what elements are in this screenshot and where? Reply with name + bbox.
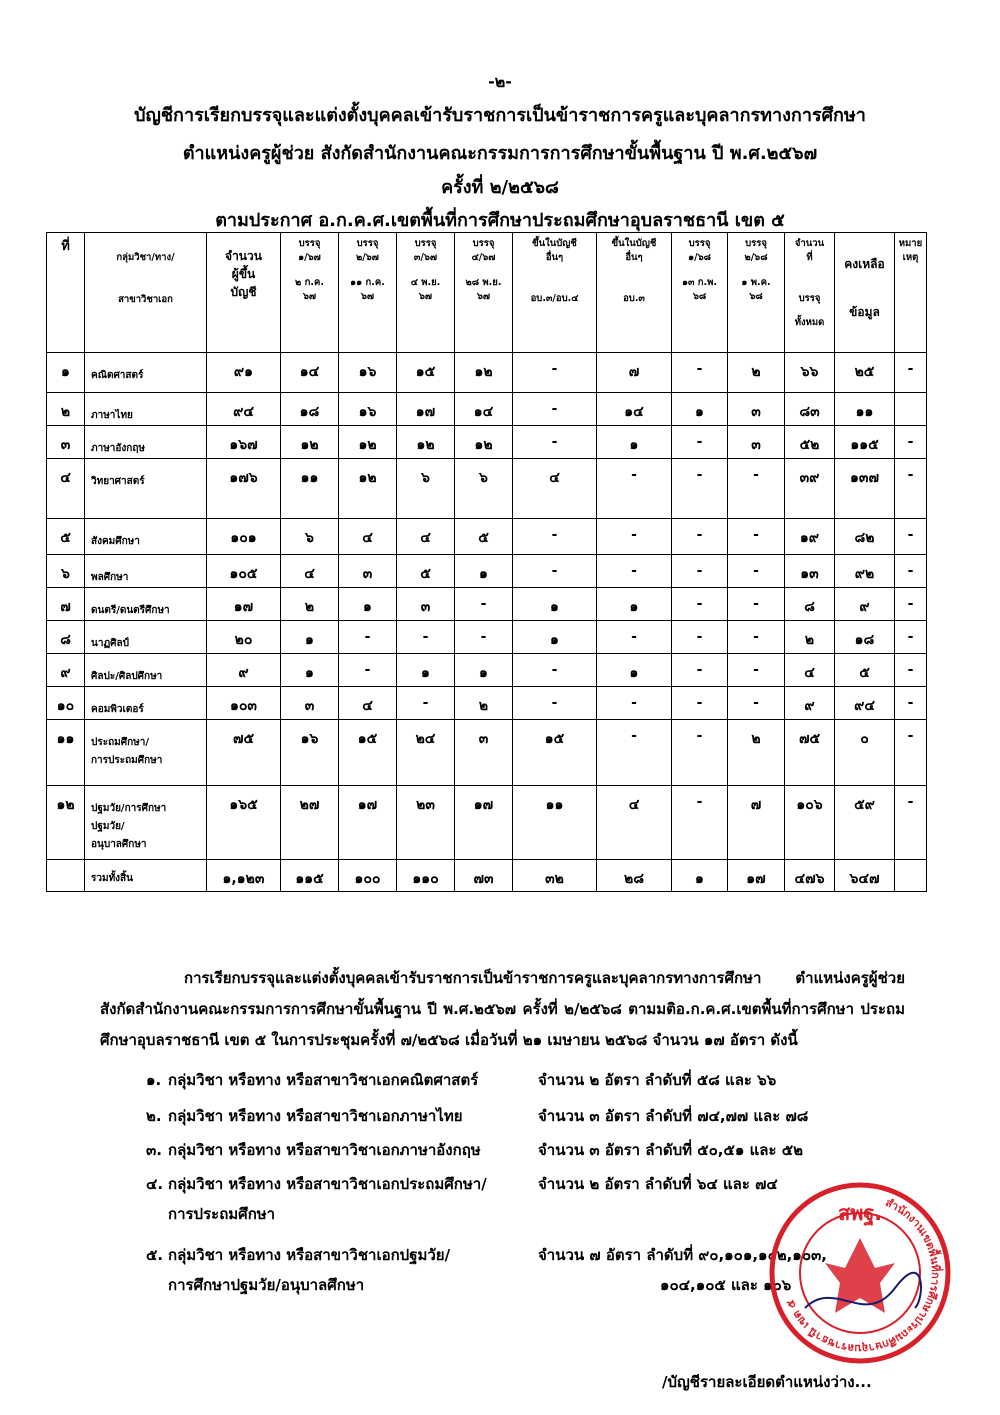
row-subject [85, 459, 207, 519]
table-row [47, 555, 927, 588]
row-placed-4-67: - [455, 621, 513, 654]
row-subject [85, 687, 207, 720]
header-placed-2-68: บรรจุ ๒/๖๘ ๑ พ.ค. ๖๘ [728, 233, 785, 353]
header-total: จำนวน ผู้ขึ้น บัญชี [207, 233, 281, 353]
row-placed-2-67: ๑๖ [339, 393, 397, 426]
row-placed-total: ๓๙ [785, 459, 835, 519]
table-row [47, 393, 927, 426]
table-row [47, 426, 927, 459]
row-subject [85, 426, 207, 459]
row-total: ๙๑ [207, 353, 281, 393]
header-placed-3-67: บรรจุ ๓/๖๗ ๔ พ.ย. ๖๗ [397, 233, 455, 353]
row-other-list-1: ๑๑ [513, 786, 597, 860]
subject-line: ภาษาอังกฤษ [91, 443, 146, 454]
item-number: ๓. [146, 1141, 162, 1159]
row-placed-4-67: ๓ [455, 720, 513, 786]
subject-line: วิทยาศาสตร์ [91, 476, 145, 487]
row-placed-3-67: ๑๗ [397, 393, 455, 426]
header-other-list-2: ขึ้นในบัญชี อื่นๆ อบ.๓ [597, 233, 672, 353]
row-placed-2-68: - [728, 654, 785, 687]
row-other-list-2: - [597, 621, 672, 654]
row-total: ๑๗ [207, 588, 281, 621]
summary-paragraph: การเรียกบรรจุและแต่งตั้งบุคคลเข้ารับราชการเป็นข้าราชการครูและบุคลากรทางการศึกษา ตำแหน่งครูผู้ช่วย สังกัดสำนักงานคณะกรรมการการศึกษาขั้นพื้นฐาน ปี พ.ศ.๒๕๖๗ ครั้งที่ ๒/๒๕๖๘ ตามมติอ.ก.ค.ศ.เขตพื้นที่การศึกษา ประถมศึกษาอุบลราชธานี เขต ๕ ในการประชุมครั้งที่ ๗/๒๕๖๘ เมื่อวันที่ ๒๑ เมษายน ๒๕๖๘ จำนวน ๑๗ อัตรา ดังนี้ [100, 969, 905, 1049]
row-placed-1-67: ๔ [281, 555, 339, 588]
row-placed-2-68: ๓ [728, 426, 785, 459]
row-placed-1-68: - [672, 621, 728, 654]
total-remain: ๖๔๗ [835, 860, 895, 892]
row-remark [895, 393, 927, 426]
subject-line: สังคมศึกษา [91, 536, 140, 547]
item-number: ๒. [146, 1107, 162, 1125]
item-subject-continued: การประถมศึกษา [168, 1205, 276, 1223]
row-placed-total: ๕๒ [785, 426, 835, 459]
row-placed-2-68: - [728, 519, 785, 555]
row-placed-1-67: ๑๘ [281, 393, 339, 426]
subject-line: การประถมศึกษา [91, 755, 163, 766]
header-placed-1-67: บรรจุ ๑/๖๗ ๒ ก.ค. ๖๗ [281, 233, 339, 353]
row-placed-1-67: ๑๖ [281, 720, 339, 786]
subject-line: ประถมศึกษา/ [91, 737, 149, 748]
table-row [47, 353, 927, 393]
row-remaining: ๑๘ [835, 621, 895, 654]
row-other-list-2: ๗ [597, 353, 672, 393]
row-total: ๑๗๖ [207, 459, 281, 519]
row-remark: - [895, 786, 927, 860]
row-placed-1-68: - [672, 459, 728, 519]
row-other-list-1: ๑ [513, 588, 597, 621]
row-subject [85, 654, 207, 687]
total-v3: ๑๑๐ [397, 860, 455, 892]
row-placed-1-68: - [672, 353, 728, 393]
row-other-list-1: - [513, 393, 597, 426]
row-other-list-2: - [597, 555, 672, 588]
row-total: ๑๐๓ [207, 687, 281, 720]
total-v1: ๑๑๕ [281, 860, 339, 892]
row-placed-2-67: - [339, 654, 397, 687]
seal-title: สพฐ. [837, 1201, 883, 1225]
row-other-list-1: - [513, 555, 597, 588]
garuda-emblem-icon [825, 1238, 895, 1313]
item-number: ๕. [146, 1246, 164, 1264]
row-placed-2-67: ๑๕ [339, 720, 397, 786]
row-number: ๙ [47, 654, 85, 687]
row-subject [85, 353, 207, 393]
subject-line: ศิลปะ/ศิลปศึกษา [91, 671, 163, 682]
row-number: ๑๐ [47, 687, 85, 720]
row-placed-1-68: - [672, 786, 728, 860]
row-number: ๘ [47, 621, 85, 654]
row-placed-3-67: ๑ [397, 654, 455, 687]
row-placed-total: ๑๓ [785, 555, 835, 588]
row-remark: - [895, 426, 927, 459]
row-other-list-1: - [513, 519, 597, 555]
row-placed-4-67: ๑ [455, 654, 513, 687]
total-placed: ๔๗๖ [785, 860, 835, 892]
row-placed-1-67: ๑๒ [281, 426, 339, 459]
title-line-4: ตามประกาศ อ.ก.ค.ศ.เขตพื้นที่การศึกษาประถมศึกษาอุบลราชธานี เขต ๕ [215, 210, 785, 231]
total-row [47, 860, 927, 892]
row-subject [85, 786, 207, 860]
row-remaining: ๙๔ [835, 687, 895, 720]
title-line-1: บัญชีการเรียกบรรจุและแต่งตั้งบุคคลเข้ารับราชการเป็นข้าราชการครูและบุคลากรทางการศึกษา [134, 105, 866, 126]
row-placed-total: ๑๙ [785, 519, 835, 555]
table-row [47, 786, 927, 860]
row-number: ๗ [47, 588, 85, 621]
row-total: ๑๐๕ [207, 555, 281, 588]
total-v6: ๒๘ [597, 860, 672, 892]
row-total: ๗๕ [207, 720, 281, 786]
row-total: ๙ [207, 654, 281, 687]
row-placed-3-67: ๓ [397, 588, 455, 621]
header-placed-total: จำนวน ที่ บรรจุ ทั้งหมด [785, 233, 835, 353]
row-remaining: ๕ [835, 654, 895, 687]
row-placed-total: ๙ [785, 687, 835, 720]
row-placed-4-67: ๑๗ [455, 786, 513, 860]
row-subject [85, 588, 207, 621]
row-other-list-2: - [597, 687, 672, 720]
row-placed-3-67: ๑๒ [397, 426, 455, 459]
row-placed-1-68: - [672, 720, 728, 786]
row-remark: - [895, 687, 927, 720]
row-other-list-1: ๑๕ [513, 720, 597, 786]
title-line-2: ตำแหน่งครูผู้ช่วย สังกัดสำนักงานคณะกรรมการการศึกษาขั้นพื้นฐาน ปี พ.ศ.๒๕๖๗ [182, 143, 818, 164]
row-placed-4-67: ๕ [455, 519, 513, 555]
row-number: ๓ [47, 426, 85, 459]
row-placed-1-67: ๑ [281, 654, 339, 687]
subject-line: ดนตรี/ดนตรีศึกษา [91, 605, 170, 616]
row-placed-1-67: ๒ [281, 588, 339, 621]
row-placed-1-68: - [672, 654, 728, 687]
subject-line: นาฏศิลป์ [91, 638, 129, 649]
row-remaining: ๒๕ [835, 353, 895, 393]
row-number: ๒ [47, 393, 85, 426]
row-remaining: ๘๒ [835, 519, 895, 555]
row-placed-2-67: ๓ [339, 555, 397, 588]
row-placed-2-67: - [339, 621, 397, 654]
item-count: จำนวน ๒ อัตรา ลำดับที่ ๕๘ และ ๖๖ [538, 1071, 777, 1089]
row-remaining: ๑๑ [835, 393, 895, 426]
row-number: ๖ [47, 555, 85, 588]
row-other-list-1: - [513, 654, 597, 687]
row-placed-1-68: - [672, 426, 728, 459]
row-remaining: ๙ [835, 588, 895, 621]
row-other-list-2: ๑ [597, 426, 672, 459]
subject-line: ปฐมวัย/การศึกษา [91, 803, 167, 814]
row-placed-3-67: ๕ [397, 555, 455, 588]
row-remaining: ๕๙ [835, 786, 895, 860]
row-placed-2-67: ๑๖ [339, 353, 397, 393]
row-placed-4-67: - [455, 588, 513, 621]
row-other-list-2: - [597, 459, 672, 519]
row-subject [85, 519, 207, 555]
row-subject [85, 555, 207, 588]
row-placed-4-67: ๖ [455, 459, 513, 519]
row-placed-1-67: ๑ [281, 621, 339, 654]
row-placed-total: ๑๐๖ [785, 786, 835, 860]
row-placed-1-67: ๖ [281, 519, 339, 555]
row-placed-2-68: ๒ [728, 720, 785, 786]
subject-line: ภาษาไทย [91, 410, 133, 421]
row-other-list-1: - [513, 353, 597, 393]
row-total: ๑๐๑ [207, 519, 281, 555]
row-remark: - [895, 720, 927, 786]
total-total: ๑,๑๒๓ [207, 860, 281, 892]
row-remaining: ๙๒ [835, 555, 895, 588]
row-number: ๑ [47, 353, 85, 393]
item-subject: กลุ่มวิชา หรือทาง หรือสาขาวิชาเอกประถมศึกษา/ [168, 1175, 487, 1193]
item-count: จำนวน ๒ อัตรา ลำดับที่ ๖๔ และ ๗๔ [538, 1175, 778, 1193]
item-number: ๔. [146, 1175, 164, 1193]
row-other-list-2: ๑ [597, 654, 672, 687]
item-number: ๑. [146, 1071, 162, 1089]
table-row [47, 459, 927, 519]
table-row [47, 588, 927, 621]
official-seal [765, 1178, 955, 1368]
row-remark: - [895, 555, 927, 588]
total-v2: ๑๐๐ [339, 860, 397, 892]
table-row [47, 519, 927, 555]
row-remark: - [895, 621, 927, 654]
row-placed-2-68: - [728, 621, 785, 654]
total-empty [895, 860, 927, 892]
row-total: ๑๖๗ [207, 426, 281, 459]
title-line-3: ครั้งที่ ๒/๒๕๖๘ [441, 177, 559, 198]
row-placed-1-68: - [672, 555, 728, 588]
row-placed-2-68: - [728, 588, 785, 621]
row-placed-2-67: ๑๒ [339, 459, 397, 519]
item-count: จำนวน ๓ อัตรา ลำดับที่ ๕๐,๕๑ และ ๕๒ [538, 1141, 803, 1159]
row-placed-total: ๖๖ [785, 353, 835, 393]
row-number: ๑๑ [47, 720, 85, 786]
table-row [47, 621, 927, 654]
header-remaining: คงเหลือ ข้อมูล [835, 233, 895, 353]
row-remark: - [895, 654, 927, 687]
appointment-table [46, 232, 927, 892]
row-placed-2-68: - [728, 687, 785, 720]
item-subject-continued: การศึกษาปฐมวัย/อนุบาลศึกษา [168, 1276, 365, 1294]
table-row [47, 654, 927, 687]
page-number: -๒- [488, 72, 512, 91]
row-remaining: ๐ [835, 720, 895, 786]
total-v8: ๑๗ [728, 860, 785, 892]
table-header-row [47, 233, 927, 353]
row-remaining: ๑๓๗ [835, 459, 895, 519]
item-count: จำนวน ๓ อัตรา ลำดับที่ ๗๔,๗๗ และ ๗๘ [538, 1107, 809, 1125]
row-other-list-1: ๔ [513, 459, 597, 519]
row-other-list-1: - [513, 687, 597, 720]
row-placed-2-67: ๑๒ [339, 426, 397, 459]
seal-ring-text: สำนักงานเขตพื้นที่การศึกษาประถมศึกษาอุบลราชธานี เขต ๕ [783, 1195, 943, 1356]
row-remark: - [895, 519, 927, 555]
item-subject: กลุ่มวิชา หรือทาง หรือสาขาวิชาเอกภาษาอังกฤษ [168, 1141, 481, 1159]
row-number: ๑๒ [47, 786, 85, 860]
row-placed-3-67: ๖ [397, 459, 455, 519]
row-subject [85, 621, 207, 654]
total-v4: ๗๓ [455, 860, 513, 892]
row-placed-1-67: ๒๗ [281, 786, 339, 860]
subject-line: คณิตศาสตร์ [91, 370, 144, 381]
row-placed-4-67: ๒ [455, 687, 513, 720]
row-placed-2-68: - [728, 555, 785, 588]
row-total: ๒๐ [207, 621, 281, 654]
row-remark: - [895, 353, 927, 393]
row-placed-2-68: ๓ [728, 393, 785, 426]
row-placed-3-67: - [397, 687, 455, 720]
header-placed-4-67: บรรจุ ๔/๖๗ ๒๘ พ.ย. ๖๗ [455, 233, 513, 353]
row-placed-1-68: ๑ [672, 393, 728, 426]
row-placed-total: ๘ [785, 588, 835, 621]
item-subject: กลุ่มวิชา หรือทาง หรือสาขาวิชาเอกปฐมวัย/ [168, 1246, 451, 1264]
row-other-list-2: - [597, 519, 672, 555]
row-remark: - [895, 459, 927, 519]
row-placed-3-67: ๒๓ [397, 786, 455, 860]
row-other-list-2: - [597, 720, 672, 786]
row-remaining: ๑๑๕ [835, 426, 895, 459]
row-placed-total: ๘๓ [785, 393, 835, 426]
item-subject: กลุ่มวิชา หรือทาง หรือสาขาวิชาเอกคณิตศาสตร์ [168, 1071, 479, 1089]
row-placed-2-67: ๑๗ [339, 786, 397, 860]
table-row [47, 720, 927, 786]
row-placed-1-67: ๑๔ [281, 353, 339, 393]
total-v5: ๓๒ [513, 860, 597, 892]
row-placed-1-68: - [672, 519, 728, 555]
total-empty [47, 860, 85, 892]
row-placed-3-67: ๔ [397, 519, 455, 555]
row-subject [85, 720, 207, 786]
row-other-list-2: ๔ [597, 786, 672, 860]
row-total: ๙๔ [207, 393, 281, 426]
subject-line: คอมพิวเตอร์ [91, 704, 144, 715]
subject-line: อนุบาลศึกษา [91, 839, 147, 850]
table-row [47, 687, 927, 720]
row-placed-1-67: ๓ [281, 687, 339, 720]
row-placed-3-67: - [397, 621, 455, 654]
row-other-list-1: ๑ [513, 621, 597, 654]
row-placed-2-68: - [728, 459, 785, 519]
row-subject [85, 393, 207, 426]
row-placed-2-67: ๑ [339, 588, 397, 621]
row-placed-2-67: ๔ [339, 519, 397, 555]
row-number: ๕ [47, 519, 85, 555]
header-subject: กลุ่มวิชา/ทาง/ สาขาวิชาเอก [85, 233, 207, 353]
subject-line: ปฐมวัย/ [91, 821, 125, 832]
row-placed-4-67: ๑๔ [455, 393, 513, 426]
row-placed-1-67: ๑๑ [281, 459, 339, 519]
row-placed-total: ๗๕ [785, 720, 835, 786]
subject-line: พลศึกษา [91, 572, 129, 583]
header-placed-1-68: บรรจุ ๑/๖๘ ๑๓ ก.พ. ๖๘ [672, 233, 728, 353]
total-v7: ๑ [672, 860, 728, 892]
header-remarks: หมาย เหตุ [895, 233, 927, 353]
row-total: ๑๖๕ [207, 786, 281, 860]
row-placed-4-67: ๑๒ [455, 353, 513, 393]
row-other-list-1: - [513, 426, 597, 459]
row-placed-total: ๒ [785, 621, 835, 654]
row-placed-3-67: ๑๕ [397, 353, 455, 393]
footer-note: /บัญชีรายละเอียดตำแหน่งว่าง... [662, 1373, 872, 1391]
header-placed-2-67: บรรจุ ๒/๖๗ ๑๑ ก.ค. ๖๗ [339, 233, 397, 353]
row-placed-4-67: ๑ [455, 555, 513, 588]
row-placed-1-68: - [672, 588, 728, 621]
row-remark: - [895, 588, 927, 621]
header-no: ที่ [47, 233, 85, 353]
row-placed-total: ๔ [785, 654, 835, 687]
row-other-list-2: ๑๔ [597, 393, 672, 426]
item-count: จำนวน ๗ อัตรา ลำดับที่ ๙๐,๑๐๑,๑๐๒,๑๐๓, [538, 1246, 827, 1264]
row-placed-2-68: ๒ [728, 353, 785, 393]
total-label: รวมทั้งสิ้น [85, 860, 207, 892]
row-placed-2-67: ๔ [339, 687, 397, 720]
header-other-list-1: ขึ้นในบัญชี อื่นๆ อบ.๓/อบ.๔ [513, 233, 597, 353]
row-placed-3-67: ๒๔ [397, 720, 455, 786]
item-subject: กลุ่มวิชา หรือทาง หรือสาขาวิชาเอกภาษาไทย [168, 1107, 463, 1125]
item-count-continued: ๑๐๔,๑๐๕ และ ๑๐๖ [660, 1276, 792, 1294]
row-placed-4-67: ๑๒ [455, 426, 513, 459]
row-other-list-2: ๑ [597, 588, 672, 621]
row-number: ๔ [47, 459, 85, 519]
row-placed-2-68: ๗ [728, 786, 785, 860]
row-placed-1-68: - [672, 687, 728, 720]
